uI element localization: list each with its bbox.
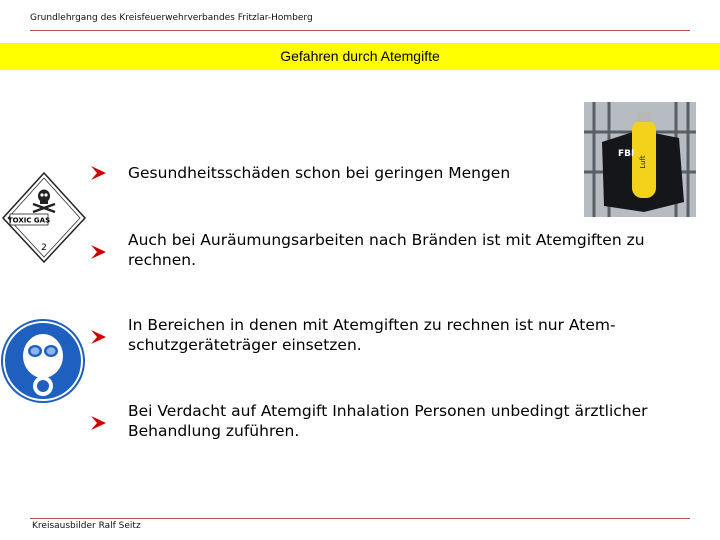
slide-title: Gefahren durch Atemgifte [280, 48, 440, 64]
bullet-chevron-icon [90, 329, 108, 345]
bullet-chevron-icon [90, 244, 108, 260]
footer-text: Kreisausbilder Ralf Seitz [32, 521, 141, 531]
toxic-gas-label: TOXIC GAS [7, 216, 51, 225]
bullet-text: In Bereichen in denen mit Atemgiften zu rechnen ist nur Atem-schutzgeräteträger einsetzen. [128, 316, 616, 354]
svg-text:Luft: Luft [639, 155, 647, 169]
bullet-text: Gesundheitsschäden schon bei geringen Mengen [128, 164, 511, 182]
bullet-text: Bei Verdacht auf Atemgift Inhalation Personen unbedingt ärztlicher Behandlung zuführen. [128, 402, 648, 440]
bullet-chevron-icon [90, 415, 108, 431]
toxic-gas-class-number: 2 [41, 243, 47, 253]
footer-rule [30, 518, 690, 519]
breathing-apparatus-label: FBI [618, 149, 635, 159]
header-text: Grundlehrgang des Kreisfeuerwehrverbandes Fritzlar-Homberg [30, 13, 313, 23]
bullet-text: Auch bei Auräumungsarbeiten nach Bränden ist mit Atemgiften zu rechnen. [128, 231, 645, 269]
bullet-chevron-icon [90, 165, 108, 181]
